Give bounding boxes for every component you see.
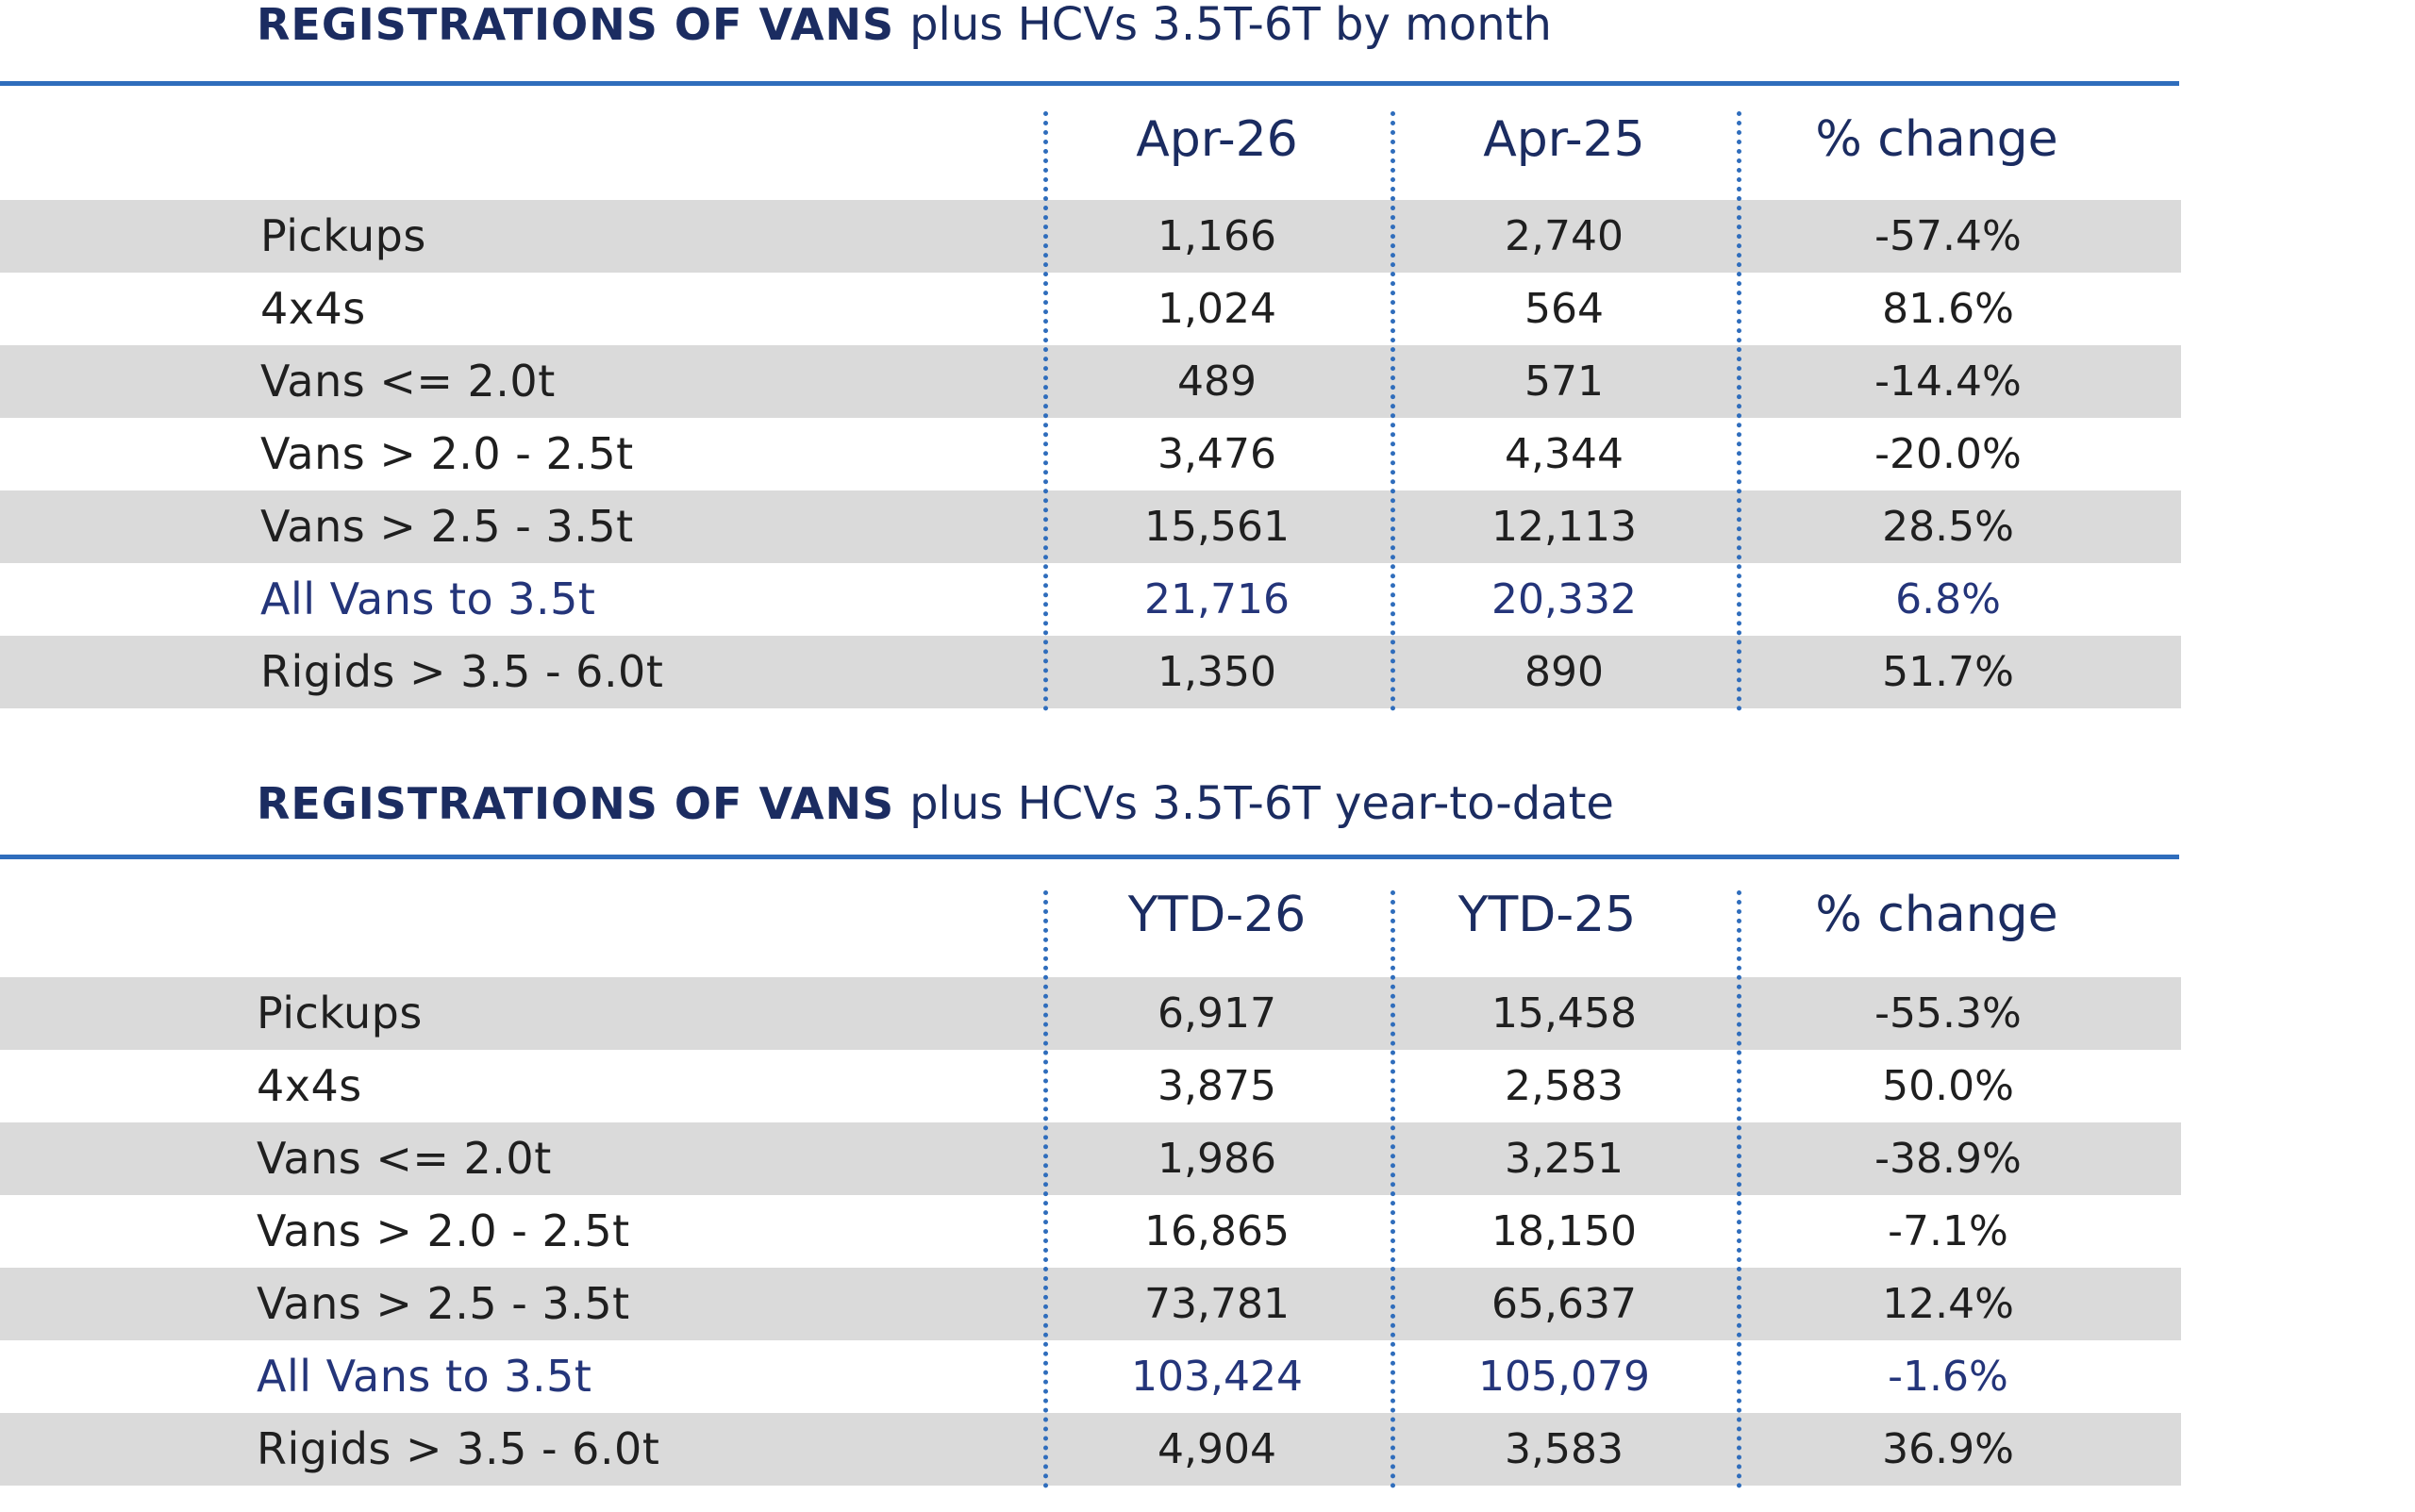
table-row	[0, 273, 2181, 345]
value-cell: 4,904	[1158, 1425, 1276, 1473]
value-cell: 1,024	[1158, 285, 1276, 333]
row-label: Rigids > 3.5 - 6.0t	[257, 1423, 660, 1474]
table-row	[0, 1268, 2181, 1340]
row-label: All Vans to 3.5t	[260, 573, 596, 624]
value-cell: 51.7%	[1882, 648, 2014, 696]
value-cell: 50.0%	[1882, 1062, 2014, 1110]
monthly-title-rest: plus HCVs 3.5T-6T by month	[909, 0, 1552, 51]
value-cell: 65,637	[1491, 1280, 1637, 1328]
table-row	[0, 1195, 2181, 1268]
value-cell: 12,113	[1491, 503, 1637, 551]
ytd-title-rest: plus HCVs 3.5T-6T year-to-date	[909, 777, 1614, 830]
value-cell: 18,150	[1491, 1207, 1637, 1255]
value-cell: -7.1%	[1888, 1207, 2008, 1255]
row-label: 4x4s	[260, 283, 366, 334]
table-row	[0, 490, 2181, 563]
table-row	[0, 345, 2181, 418]
row-label: 4x4s	[257, 1060, 362, 1111]
ytd-column-header-2: YTD-25	[1457, 887, 1637, 943]
ytd-table-title	[257, 777, 1614, 830]
value-cell: 1,350	[1158, 648, 1276, 696]
column-divider	[1737, 890, 1741, 1488]
value-cell: 15,561	[1144, 503, 1290, 551]
value-cell: 3,476	[1158, 430, 1276, 478]
monthly-table	[0, 0, 2179, 717]
value-cell: 890	[1524, 648, 1604, 696]
value-cell: 103,424	[1131, 1353, 1303, 1401]
row-label: Vans > 2.0 - 2.5t	[260, 428, 634, 479]
value-cell: -38.9%	[1874, 1135, 2022, 1183]
table-row	[0, 1340, 2181, 1413]
table-row	[0, 977, 2181, 1050]
ytd-column-header-3: % change	[1815, 887, 2058, 943]
value-cell: 12.4%	[1882, 1280, 2014, 1328]
value-cell: 81.6%	[1882, 285, 2014, 333]
value-cell: 36.9%	[1882, 1425, 2014, 1473]
value-cell: 2,740	[1505, 212, 1624, 260]
value-cell: 3,875	[1158, 1062, 1276, 1110]
value-cell: 564	[1524, 285, 1604, 333]
value-cell: 105,079	[1478, 1353, 1650, 1401]
value-cell: 15,458	[1491, 989, 1637, 1038]
table-row	[0, 563, 2181, 636]
value-cell: 16,865	[1144, 1207, 1290, 1255]
monthly-title-bold: REGISTRATIONS OF VANS	[257, 0, 895, 50]
value-cell: 2,583	[1505, 1062, 1624, 1110]
column-divider	[1737, 111, 1741, 711]
row-label: Vans > 2.0 - 2.5t	[257, 1205, 630, 1256]
row-label: Pickups	[257, 988, 423, 1038]
row-label: Pickups	[260, 210, 426, 261]
value-cell: -57.4%	[1874, 212, 2022, 260]
monthly-title-rule	[0, 81, 2179, 86]
column-divider	[1043, 890, 1048, 1488]
value-cell: 28.5%	[1882, 503, 2014, 551]
value-cell: 6.8%	[1895, 575, 2001, 623]
monthly-column-header-1: Apr-26	[1136, 111, 1298, 168]
value-cell: 1,166	[1158, 212, 1276, 260]
column-divider	[1043, 111, 1048, 711]
row-label: All Vans to 3.5t	[257, 1351, 592, 1402]
value-cell: 6,917	[1158, 989, 1276, 1038]
ytd-column-header-1: YTD-26	[1127, 887, 1307, 943]
monthly-table-title	[257, 0, 1552, 51]
row-label: Vans > 2.5 - 3.5t	[257, 1278, 630, 1329]
monthly-column-header-3: % change	[1815, 111, 2058, 168]
value-cell: -20.0%	[1874, 430, 2022, 478]
row-label: Vans > 2.5 - 3.5t	[260, 501, 634, 552]
value-cell: 4,344	[1505, 430, 1624, 478]
row-label: Vans <= 2.0t	[257, 1133, 552, 1184]
value-cell: 21,716	[1144, 575, 1290, 623]
ytd-table	[0, 779, 2179, 1496]
value-cell: -1.6%	[1888, 1353, 2008, 1401]
table-row	[0, 636, 2181, 708]
value-cell: 571	[1524, 357, 1604, 406]
value-cell: 1,986	[1158, 1135, 1276, 1183]
table-row	[0, 1413, 2181, 1486]
ytd-title-rule	[0, 855, 2179, 859]
ytd-title-bold: REGISTRATIONS OF VANS	[257, 778, 895, 829]
table-row	[0, 1122, 2181, 1195]
table-row	[0, 1050, 2181, 1122]
row-label: Vans <= 2.0t	[260, 356, 556, 407]
value-cell: 73,781	[1144, 1280, 1290, 1328]
value-cell: 20,332	[1491, 575, 1637, 623]
table-row	[0, 200, 2181, 273]
row-label: Rigids > 3.5 - 6.0t	[260, 646, 664, 697]
column-divider	[1391, 890, 1395, 1488]
value-cell: -55.3%	[1874, 989, 2022, 1038]
value-cell: 3,583	[1505, 1425, 1624, 1473]
value-cell: 489	[1177, 357, 1257, 406]
value-cell: -14.4%	[1874, 357, 2022, 406]
table-row	[0, 418, 2181, 490]
monthly-column-header-2: Apr-25	[1483, 111, 1645, 168]
value-cell: 3,251	[1505, 1135, 1624, 1183]
column-divider	[1391, 111, 1395, 711]
